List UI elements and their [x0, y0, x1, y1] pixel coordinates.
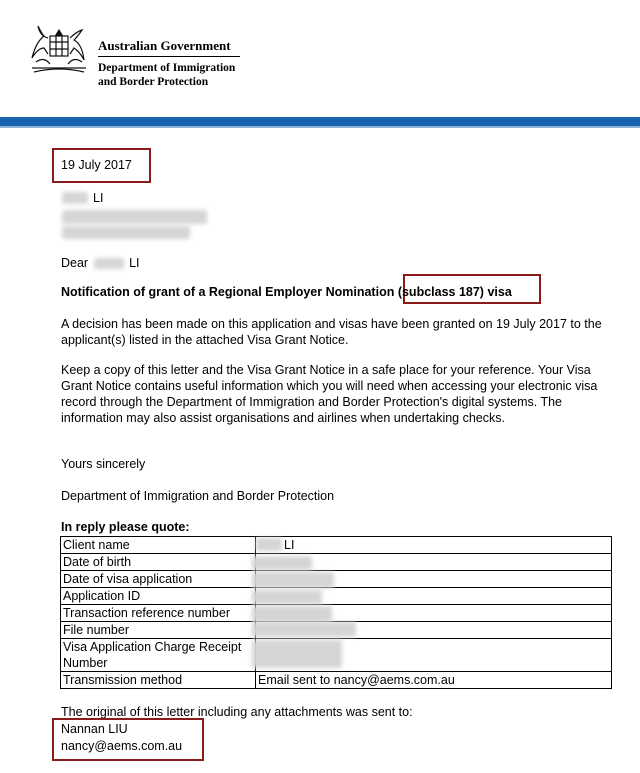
- redacted-address-line-2: [62, 226, 190, 239]
- recipient-surname: LI: [93, 191, 104, 205]
- table-row: [61, 554, 612, 571]
- redacted-date-of-birth: [252, 556, 312, 570]
- redacted-salutation-name: [94, 258, 124, 269]
- redacted-application-date: [252, 572, 334, 588]
- table-label: Date of visa application: [61, 571, 256, 588]
- sent-to-name: Nannan LIU: [61, 722, 128, 736]
- redacted-recipient-given-name: [62, 192, 88, 204]
- redacted-transaction-reference: [252, 606, 332, 622]
- table-label: Transaction reference number: [61, 605, 256, 622]
- table-value: [256, 537, 612, 554]
- table-label: Transmission method: [61, 672, 256, 689]
- closing: Yours sincerely: [61, 457, 146, 471]
- header-blue-rule: [0, 126, 640, 128]
- signature: Department of Immigration and Border Protection: [61, 489, 335, 503]
- table-row: [61, 571, 612, 588]
- letter-date: 19 July 2017: [61, 158, 132, 172]
- table-label: Application ID: [61, 588, 256, 605]
- redacted-application-id: [252, 590, 322, 604]
- redacted-file-number: [252, 622, 356, 637]
- sent-to-text: The original of this letter including any attachments was sent to:: [61, 705, 413, 719]
- table-row: [61, 672, 612, 689]
- body-paragraph-1: A decision has been made on this application and visas have been granted on 19 July 2017 to the applicant(s) listed in the attached Visa Grant Notice.: [61, 317, 602, 347]
- body-paragraph-2: Keep a copy of this letter and the Visa Grant Notice in a safe place for your reference. Your Visa Grant Notice contains useful information which you will need when accessing your electronic visa record through the Department of Immigration and Border Protection's digital systems. The information may also assist organisations and airlines when undertaking checks.: [61, 363, 598, 425]
- redacted-address-line-1: [62, 210, 207, 224]
- table-label: Client name: [61, 537, 256, 554]
- salutation-prefix: Dear: [61, 256, 89, 270]
- header-divider: [98, 56, 240, 57]
- table-label: Visa Application Charge Receipt Number: [61, 639, 256, 672]
- redacted-client-given-name: [256, 538, 282, 551]
- reply-heading: In reply please quote:: [61, 520, 190, 534]
- sent-to-email: nancy@aems.com.au: [61, 739, 183, 753]
- coat-of-arms-icon: [26, 22, 92, 78]
- letterhead: [0, 0, 640, 118]
- table-row: [61, 588, 612, 605]
- table-label: File number: [61, 622, 256, 639]
- letter-subject: Notification of grant of a Regional Employer Nomination (subclass 187) visa: [61, 285, 512, 299]
- department-line-2: and Border Protection: [98, 76, 209, 88]
- table-row: [61, 605, 612, 622]
- salutation: [61, 256, 140, 270]
- redacted-receipt-number: [252, 640, 342, 668]
- table-label: Date of birth: [61, 554, 256, 571]
- table-row: [61, 537, 612, 554]
- government-name: Australian Government: [98, 38, 231, 53]
- client-name-value: LI: [284, 538, 295, 552]
- header-blue-band: [0, 117, 640, 126]
- table-value: Email sent to nancy@aems.com.au: [256, 672, 612, 689]
- department-name: [98, 61, 235, 89]
- department-line-1: Department of Immigration: [98, 62, 236, 74]
- salutation-surname: LI: [129, 256, 140, 270]
